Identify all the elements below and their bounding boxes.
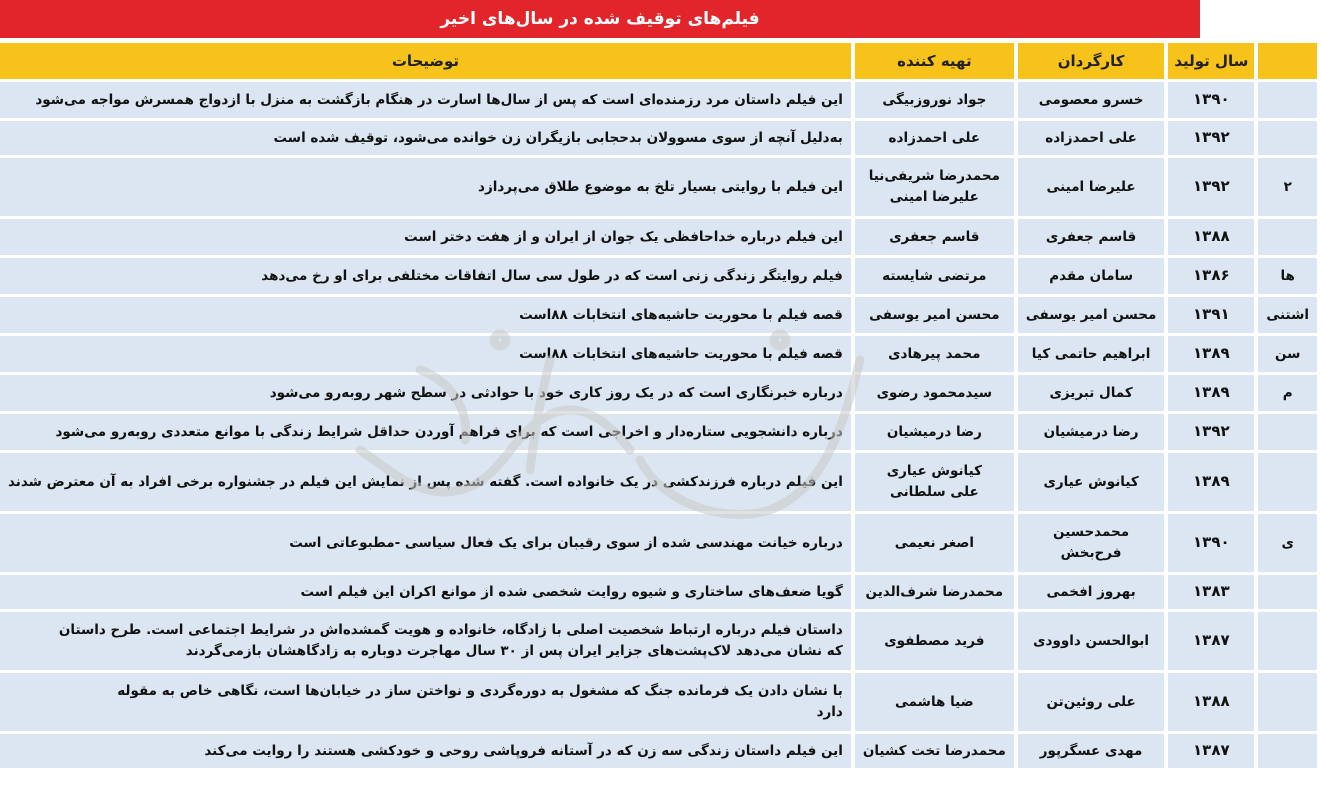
- cell-director: [1018, 258, 1164, 294]
- table-row: [0, 673, 1317, 731]
- cell-year: ۱۳۹۰: [1168, 82, 1254, 118]
- cell-director: [1018, 82, 1164, 118]
- cell-producer-line: اصغر نعیمی: [894, 534, 974, 551]
- cell-producer-line: مرتضی شایسته: [882, 267, 987, 284]
- cell-description: [0, 121, 851, 155]
- cell-producer-line: علی سلطانی: [889, 484, 979, 500]
- cell-description-line: این فیلم با روایتی بسیار تلخ به موضوع طلاق می‌پردازد: [478, 178, 843, 195]
- cell-director-line: بهروز افخمی: [1046, 583, 1136, 600]
- cell-year: ۱۳۸۹: [1168, 375, 1254, 411]
- cell-producer-line: جواد نوروزبیگی: [882, 91, 987, 108]
- cell-director: [1018, 121, 1164, 155]
- cell-film: [1258, 612, 1317, 670]
- cell-producer: [855, 82, 1014, 118]
- cell-director: [1018, 219, 1164, 255]
- cell-director: [1018, 158, 1164, 216]
- cell-director: [1018, 336, 1164, 372]
- cell-director-line: قاسم جعفری: [1045, 228, 1137, 245]
- cell-producer: [855, 453, 1014, 511]
- cell-producer: [855, 258, 1014, 294]
- cell-year: ۱۳۹۱: [1168, 297, 1254, 333]
- table-row: [0, 297, 1317, 333]
- cell-year: ۱۳۸۸: [1168, 673, 1254, 731]
- cell-description: [0, 336, 851, 372]
- cell-producer: [855, 158, 1014, 216]
- cell-producer-line: محمد پیرهادی: [888, 345, 981, 362]
- table-row: [0, 612, 1317, 670]
- cell-description-line: به‌دلیل آنچه از سوی مسوولان بدحجابی بازیگران زن خوانده می‌شود، توقیف شده است: [273, 129, 843, 146]
- cell-film: [1258, 414, 1317, 450]
- cell-producer-line: محمدرضا شریفی‌نیا: [868, 168, 1000, 185]
- cell-description: [0, 219, 851, 255]
- table-row: [0, 219, 1317, 255]
- table-title: فیلم‌های توقیف شده در سال‌های اخیر: [0, 0, 1200, 38]
- cell-description: [0, 158, 851, 216]
- cell-description: [0, 297, 851, 333]
- cell-description-line: قصه فیلم با محوریت حاشیه‌های انتخابات ۸۸است: [519, 345, 843, 362]
- cell-description: [0, 673, 851, 731]
- cell-producer-line: محمدرضا تخت کشیان: [862, 742, 1006, 759]
- banned-films-table: [0, 40, 1321, 771]
- cell-description-line: این فیلم داستان زندگی سه زن که در آستانه فروپاشی روحی و خودکشی هستند را روایت می‌کند: [204, 742, 843, 759]
- cell-description: [0, 734, 851, 768]
- cell-producer-line: قاسم جعفری: [889, 228, 980, 245]
- cell-year: ۱۳۸۸: [1168, 219, 1254, 255]
- cell-director-line: علی روئین‌تن: [1046, 693, 1136, 710]
- cell-description-line: درباره خبرنگاری است که در یک روز کاری خود با حوادثی در سطح شهر روبه‌رو می‌شود: [269, 384, 843, 401]
- cell-film: ۲: [1258, 158, 1317, 216]
- cell-film: [1258, 219, 1317, 255]
- cell-year: ۱۳۸۹: [1168, 336, 1254, 372]
- cell-film: [1258, 82, 1317, 118]
- cell-description: [0, 375, 851, 411]
- cell-producer: [855, 375, 1014, 411]
- cell-director: [1018, 297, 1164, 333]
- cell-description: [0, 414, 851, 450]
- cell-description-line: این فیلم درباره فرزندکشی در یک خانواده است. گفته شده پس از نمایش این فیلم در جشنواره برخی افراد به آن معترض شدند: [8, 473, 843, 490]
- cell-director-line: رضا درمیشیان: [1043, 423, 1139, 440]
- cell-description-line: این فیلم داستان مرد رزمنده‌ای است که پس از سال‌ها اسارت در هنگام بازگشت به منزل با ازدواج همسرش مواجه می‌شود: [35, 91, 843, 108]
- table-row: [0, 258, 1317, 294]
- cell-description: [0, 575, 851, 609]
- cell-producer-line: علیرضا امینی: [889, 189, 979, 205]
- table-row: [0, 82, 1317, 118]
- cell-description: [0, 82, 851, 118]
- cell-producer-line: رضا درمیشیان: [886, 423, 982, 440]
- table-row: [0, 121, 1317, 155]
- cell-producer-line: کیانوش عیاری: [886, 463, 982, 480]
- cell-description-line: دارد: [816, 704, 843, 720]
- header-description: توضیحات: [0, 43, 851, 79]
- cell-description-line: این فیلم درباره خداحافظی یک جوان از ایران و از هفت دختر است: [404, 228, 843, 245]
- cell-year: ۱۳۸۷: [1168, 612, 1254, 670]
- cell-film: ها: [1258, 258, 1317, 294]
- cell-year: ۱۳۹۲: [1168, 414, 1254, 450]
- cell-year: ۱۳۸۷: [1168, 734, 1254, 768]
- cell-producer-line: محمدرضا شرف‌الدین: [865, 583, 1004, 600]
- cell-description-line: داستان فیلم درباره ارتباط شخصیت اصلی با زادگاه، خانواده و هویت گمشده‌اش در شرایط اجتماعی است. طرح داستان: [58, 622, 843, 639]
- cell-director-line: کیانوش عیاری: [1043, 473, 1139, 490]
- cell-director-line: کمال تبریزی: [1049, 384, 1133, 401]
- cell-description-line: درباره دانشجویی ستاره‌دار و اخراجی است که برای فراهم آوردن حداقل شرایط زندگی با موانع متعددی روبه‌رو می‌شود: [55, 423, 843, 440]
- cell-producer: [855, 336, 1014, 372]
- cell-producer-line: سیدمحمود رضوی: [876, 384, 993, 401]
- table-row: [0, 453, 1317, 511]
- cell-producer-line: محسن امیر یوسفی: [869, 306, 1000, 323]
- cell-year: ۱۳۸۹: [1168, 453, 1254, 511]
- cell-film: م: [1258, 375, 1317, 411]
- cell-description: [0, 514, 851, 572]
- table-row: [0, 158, 1317, 216]
- cell-director: [1018, 575, 1164, 609]
- cell-director-line: خسرو معصومی: [1038, 91, 1144, 108]
- cell-year: ۱۳۹۲: [1168, 121, 1254, 155]
- table-body: [0, 82, 1317, 768]
- cell-description: [0, 258, 851, 294]
- cell-film: ی: [1258, 514, 1317, 572]
- header-producer: تهیه کننده: [855, 43, 1014, 79]
- cell-description-line: با نشان دادن یک فرمانده جنگ که مشغول به دوره‌گردی و نواختن ساز در خیابان‌ها است، نگاهی خاص به مقوله: [117, 683, 843, 700]
- cell-producer: [855, 734, 1014, 768]
- cell-description-line: قصه فیلم با محوریت حاشیه‌های انتخابات ۸۸است: [519, 306, 843, 323]
- cell-film: [1258, 121, 1317, 155]
- header-director: کارگردان: [1018, 43, 1164, 79]
- cell-producer: [855, 575, 1014, 609]
- cell-film: [1258, 453, 1317, 511]
- cell-director-line: فرح‌بخش: [1060, 545, 1122, 561]
- cell-producer: [855, 414, 1014, 450]
- cell-film: اشتنی: [1258, 297, 1317, 333]
- header-row: [0, 43, 1317, 79]
- table-row: [0, 734, 1317, 768]
- cell-producer: [855, 297, 1014, 333]
- cell-producer: [855, 612, 1014, 670]
- cell-director-line: ابراهیم حاتمی کیا: [1031, 345, 1151, 362]
- cell-director: [1018, 375, 1164, 411]
- cell-director: [1018, 514, 1164, 572]
- cell-director: [1018, 673, 1164, 731]
- cell-director: [1018, 453, 1164, 511]
- cell-year: ۱۳۸۳: [1168, 575, 1254, 609]
- cell-description-line: درباره خیانت مهندسی شده از سوی رقیبان برای یک فعال سیاسی -مطبوعاتی است: [289, 534, 843, 551]
- cell-director-line: علی احمدزاده: [1045, 129, 1137, 146]
- cell-director: [1018, 612, 1164, 670]
- cell-film: سن: [1258, 336, 1317, 372]
- cell-description-line: گویا ضعف‌های ساختاری و شیوه روایت شخصی شده از موانع اکران این فیلم است: [300, 583, 843, 600]
- table-row: [0, 514, 1317, 572]
- cell-director: [1018, 734, 1164, 768]
- cell-producer-line: ضیا هاشمی: [894, 693, 974, 710]
- cell-year: ۱۳۹۲: [1168, 158, 1254, 216]
- cell-film: [1258, 575, 1317, 609]
- cell-film: [1258, 734, 1317, 768]
- cell-description-line: فیلم روایتگر زندگی زنی است که در طول سی سال اتفاقات مختلفی برای او رخ می‌دهد: [261, 267, 843, 284]
- cell-producer: [855, 219, 1014, 255]
- table-row: [0, 414, 1317, 450]
- cell-year: ۱۳۸۶: [1168, 258, 1254, 294]
- cell-producer: [855, 121, 1014, 155]
- cell-director-line: ابوالحسن داوودی: [1033, 632, 1149, 649]
- cell-director-line: محسن امیر یوسفی: [1025, 306, 1157, 323]
- table-row: [0, 575, 1317, 609]
- cell-producer: [855, 673, 1014, 731]
- cell-year: ۱۳۹۰: [1168, 514, 1254, 572]
- cell-producer-line: فرید مصطفوی: [884, 632, 985, 649]
- cell-director-line: سامان مقدم: [1049, 267, 1133, 284]
- cell-director-line: مهدی عسگرپور: [1039, 742, 1143, 759]
- cell-director: [1018, 414, 1164, 450]
- cell-description-line: که نشان می‌دهد لاک‌پشت‌های جزایر ایران پس از ۳۰ سال مهاجرت دوباره به زادگاهشان بازمی‌گردند: [185, 643, 843, 659]
- header-year: سال تولید: [1168, 43, 1254, 79]
- table-row: [0, 336, 1317, 372]
- table-row: [0, 375, 1317, 411]
- cell-director-line: علیرضا امینی: [1046, 178, 1136, 195]
- cell-producer: [855, 514, 1014, 572]
- cell-director-line: محمدحسین: [1053, 524, 1130, 541]
- header-film: [1258, 43, 1317, 79]
- cell-description: [0, 453, 851, 511]
- cell-film: [1258, 673, 1317, 731]
- cell-description: [0, 612, 851, 670]
- cell-producer-line: علی احمدزاده: [888, 129, 981, 146]
